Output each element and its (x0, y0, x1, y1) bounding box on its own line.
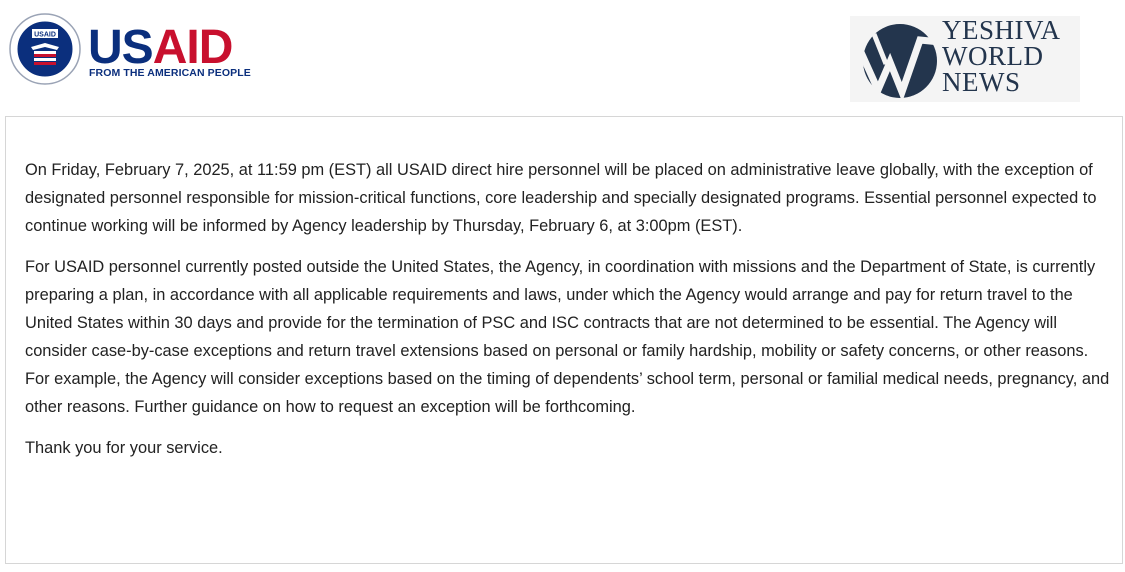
paragraph-1: On Friday, February 7, 2025, at 11:59 pm (EST) all USAID direct hire personnel will be placed on administrative leave globally, with the exception of designated personnel responsible for mission-critical functions, core leadership and specially designated programs. Essential personnel expected to continue working will be informed by Agency leadership by Thursday, February 6, at 3:00pm (EST). (25, 161, 1097, 235)
usaid-seal-icon (9, 13, 81, 85)
paragraph-2: For USAID personnel currently posted outside the United States, the Agency, in coordination with missions and the Department of State, is currently preparing a plan, in accordance with all applicable requirements and laws, under which the Agency would arrange and pay for return travel to the United States within 30 days and provide for the termination of PSC and ISC contracts that are not determined to be essential. The Agency will consider case-by-case exceptions and return travel extensions based on personal or family hardship, mobility or safety concerns, or other reasons. For example, the Agency will consider exceptions based on the timing of dependents’ school term, personal or familial medical needs, pregnancy, and other reasons. Further guidance on how to request an exception will be forthcoming. (25, 258, 1110, 416)
paragraph-3: Thank you for your service. (25, 439, 223, 457)
letter-box (5, 116, 1123, 564)
ywn-line-2: WORLD (942, 41, 1044, 71)
svg-text:USAID: USAID (34, 31, 56, 39)
ywn-logo (850, 16, 1080, 102)
usaid-logo (9, 12, 269, 86)
letter-body (25, 156, 1110, 475)
ywn-line-3: NEWS (942, 67, 1021, 97)
usaid-word-us: US (88, 21, 153, 74)
usaid-word-aid: AID (152, 21, 233, 74)
ywn-mark-icon (856, 20, 942, 100)
ywn-line-1: YESHIVA (942, 15, 1061, 45)
usaid-tagline: FROM THE AMERICAN PEOPLE (89, 67, 251, 79)
ywn-wordmark (942, 17, 1061, 95)
